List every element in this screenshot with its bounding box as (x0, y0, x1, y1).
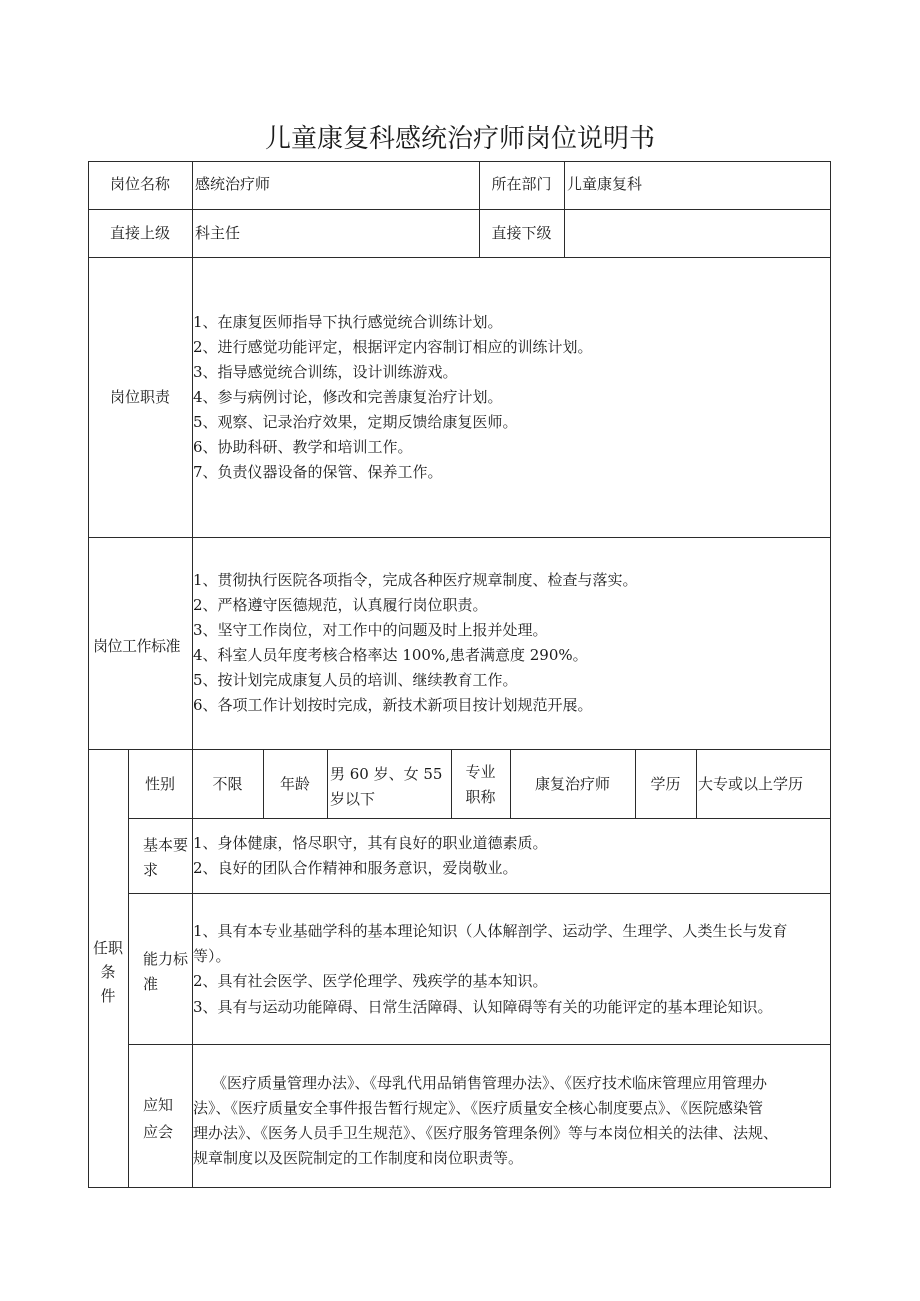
page-title: 儿童康复科感统治疗师岗位说明书 (264, 124, 655, 154)
standards-label: 岗位工作标准 (93, 637, 181, 655)
qualifications-label-2: 条 (100, 963, 116, 981)
qualifications-label-3: 件 (100, 987, 116, 1005)
knowledge-line: 理办法》、《医务人员手卫生规范》、《医疗服务管理条例》等与本岗位相关的法律、法规、 (193, 1124, 779, 1142)
duties-label: 岗位职责 (109, 388, 170, 406)
gender-value: 不限 (212, 775, 243, 793)
list-item: 3、具有与运动功能障碍、日常生活障碍、认知障碍等有关的功能评定的基本理论知识。 (193, 998, 773, 1016)
list-item: 1、贯彻执行医院各项指令，完成各种医疗规章制度、检查与落实。 (193, 571, 638, 589)
education-value: 大专或以上学历 (698, 775, 804, 793)
major-label-line-1: 专业 (465, 763, 496, 781)
list-item: 1、在康复医师指导下执行感觉统合训练计划。 (193, 313, 503, 331)
list-item: 5、观察、记录治疗效果，定期反馈给康复医师。 (193, 413, 518, 431)
subordinate-label: 直接下级 (491, 224, 552, 242)
superior-label: 直接上级 (109, 224, 170, 242)
list-item: 2、进行感觉功能评定，根据评定内容制订相应的训练计划。 (193, 338, 593, 356)
superior-value: 科主任 (195, 224, 241, 242)
list-item: 2、具有社会医学、医学伦理学、残疾学的基本知识。 (193, 972, 548, 990)
major-label-line-2: 职称 (465, 788, 496, 806)
list-item: 5、按计划完成康复人员的培训、继续教育工作。 (193, 671, 518, 689)
list-item: 1、具有本专业基础学科的基本理论知识（人体解剖学、运动学、生理学、人类生长与发育 (193, 922, 788, 940)
department-label: 所在部门 (491, 175, 552, 193)
ability-label-line-1: 能力标 (143, 950, 189, 968)
knowledge-line: 《医疗质量管理办法》、《母乳代用品销售管理办法》、《医疗技术临床管理应用管理办 (212, 1074, 768, 1092)
list-item: 3、指导感觉统合训练，设计训练游戏。 (193, 363, 458, 381)
knowledge-line: 规章制度以及医院制定的工作制度和岗位职责等。 (193, 1149, 524, 1167)
list-item: 1、身体健康，恪尽职守，其有良好的职业道德素质。 (193, 834, 548, 852)
major-value: 康复治疗师 (534, 775, 610, 793)
list-item: 7、负责仪器设备的保管、保养工作。 (193, 463, 443, 481)
qualifications-label-1: 任职 (92, 939, 123, 957)
basic-label-line-1: 基本要 (143, 836, 189, 854)
knowledge-line: 法》、《医疗质量安全事件报告暂行规定》、《医疗质量安全核心制度要点》、《医院感染管 (193, 1099, 764, 1117)
list-item: 3、坚守工作岗位，对工作中的问题及时上报并处理。 (193, 621, 548, 639)
gender-label: 性别 (144, 775, 175, 793)
knowledge-label-line-2: 应会 (143, 1123, 174, 1141)
list-item: 2、良好的团队合作精神和服务意识，爱岗敬业。 (193, 859, 518, 877)
list-item: 等）。 (193, 947, 231, 965)
position-name-value: 感统治疗师 (195, 175, 271, 193)
basic-label-line-2: 求 (143, 861, 159, 879)
duties-list (193, 310, 593, 485)
department-value: 儿童康复科 (567, 175, 643, 193)
position-name-label: 岗位名称 (109, 175, 170, 193)
list-item: 6、各项工作计划按时完成，新技术新项目按计划规范开展。 (193, 696, 593, 714)
list-item: 6、协助科研、教学和培训工作。 (193, 438, 413, 456)
list-item: 4、参与病例讨论，修改和完善康复治疗计划。 (193, 388, 503, 406)
age-value-line-2: 岁以下 (330, 790, 376, 808)
ability-label-line-2: 准 (143, 975, 159, 993)
standards-list (193, 568, 638, 718)
list-item: 4、科室人员年度考核合格率达 100%,患者满意度 290%。 (193, 646, 588, 664)
list-item: 2、严格遵守医德规范，认真履行岗位职责。 (193, 596, 488, 614)
education-label: 学历 (650, 775, 681, 793)
knowledge-label-line-1: 应知 (143, 1096, 174, 1114)
age-label: 年龄 (279, 775, 310, 793)
age-value-line-1: 男 60 岁、女 55 (330, 765, 443, 783)
